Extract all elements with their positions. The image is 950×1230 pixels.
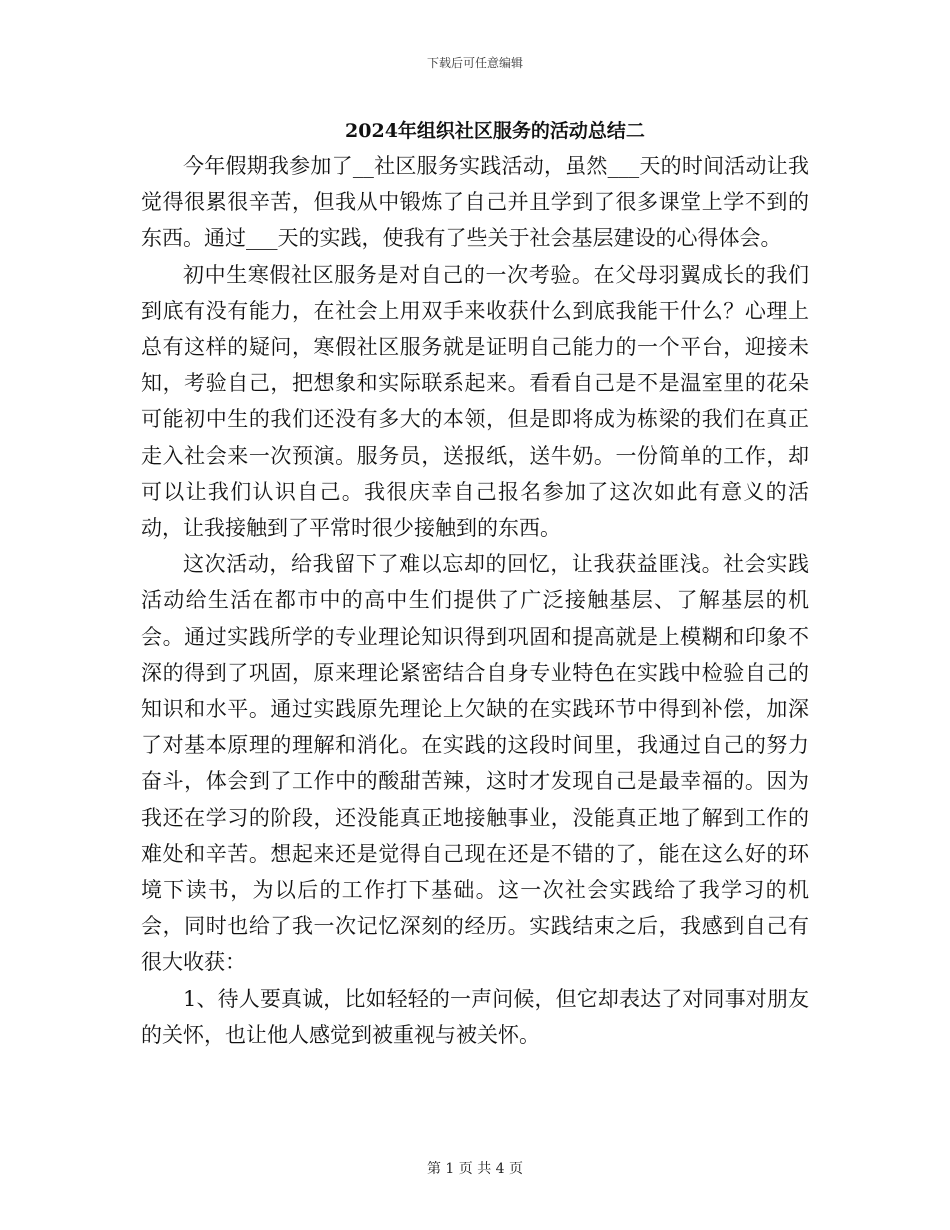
paragraph-3: 这次活动，给我留下了难以忘却的回忆，让我获益匪浅。社会实践活动给生活在都市中的高中生们提供了广泛接触基层、了解基层的机会。通过实践所学的专业理论知识得到巩固和提高就是上模糊和印象不深的得到了巩固，原来理论紧密结合自身专业特色在实践中检验自己的知识和水平。通过实践原先理论上欠缺的在实践环节中得到补偿，加深了对基本原理的理解和消化。在实践的这段时间里，我通过自己的努力奋斗，体会到了工作中的酸甜苦辣，这时才发现自己是最幸福的。因为我还在学习的阶段，还没能真正地接触事业，没能真正地了解到工作的难处和辛苦。想起来还是觉得自己现在还是不错的了，能在这么好的环境下读书，为以后的工作打下基础。这一次社会实践给了我学习的机会，同时也给了我一次记忆深刻的经历。实践结束之后，我感到自己有很大收获：: [141, 552, 809, 975]
document-body: [141, 148, 809, 1053]
document-title: 2024年组织社区服务的活动总结二: [345, 120, 645, 142]
paragraph-2: 初中生寒假社区服务是对自己的一次考验。在父母羽翼成长的我们到底有没有能力，在社会上用双手来收获什么到底我能干什么？心理上总有这样的疑问，寒假社区服务就是证明自己能力的一个平台，迎接未知，考验自己，把想象和实际联系起来。看看自己是不是温室里的花朵可能初中生的我们还没有多大的本领，但是即将成为栋梁的我们在真正走入社会来一次预演。服务员，送报纸，送牛奶。一份简单的工作，却可以让我们认识自己。我很庆幸自己报名参加了这次如此有意义的活动，让我接触到了平常时很少接触到的东西。: [141, 262, 809, 541]
paragraph-4: 1、待人要真诚，比如轻轻的一声问候，但它却表达了对同事对朋友的关怀，也让他人感觉到被重视与被关怀。: [141, 986, 809, 1047]
page-number-footer: 第 1 页 共 4 页: [426, 1161, 524, 1177]
paragraph-1: 今年假期我参加了__社区服务实践活动，虽然___天的时间活动让我觉得很累很辛苦，但我从中锻炼了自己并且学到了很多课堂上学不到的东西。通过___天的实践，使我有了些关于社会基层建设的心得体会。: [141, 154, 809, 251]
page-header-note: 下载后可任意编辑: [426, 56, 523, 70]
